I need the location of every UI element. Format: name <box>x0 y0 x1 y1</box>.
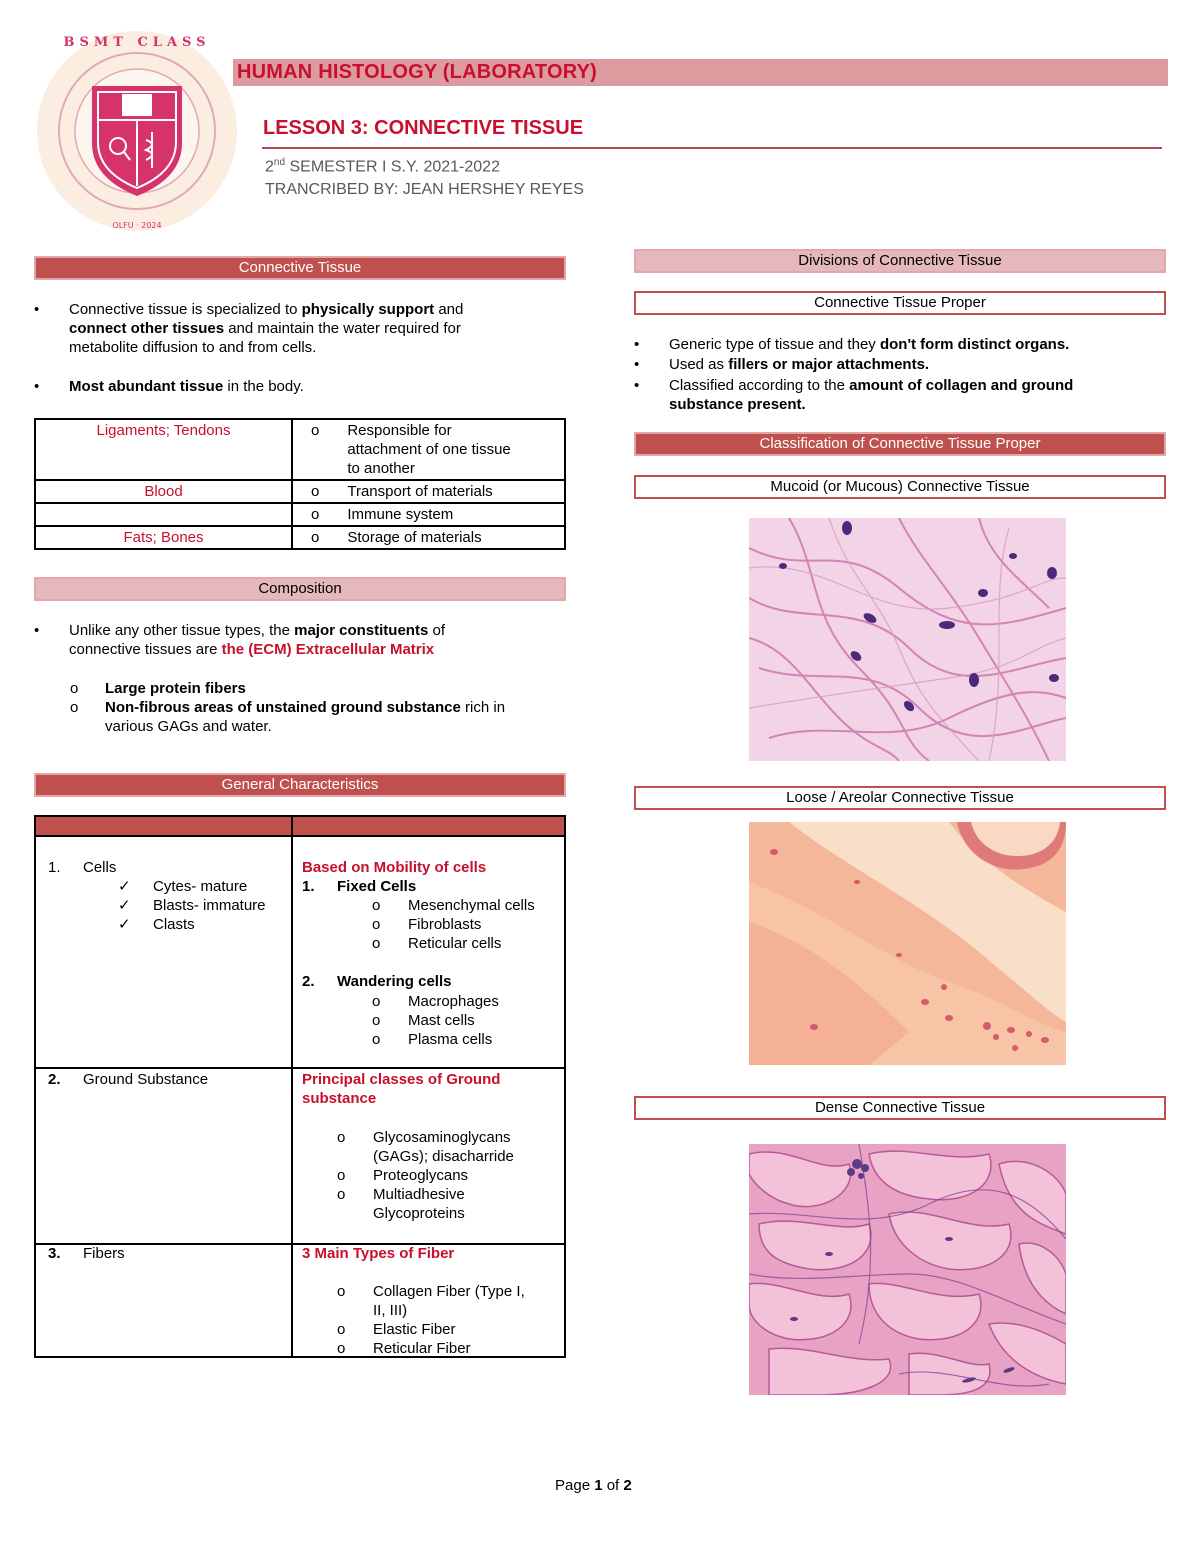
row-num: 1. <box>48 859 61 876</box>
table-cell: Fats; Bones <box>35 526 292 549</box>
section-connective-tissue: Connective Tissue <box>34 256 566 280</box>
list-item: • Used as fillers or major attachments. <box>634 356 930 373</box>
table-divider <box>291 817 293 1356</box>
table-row <box>35 503 565 526</box>
loose-tissue-micrograph <box>749 822 1066 1065</box>
group-title: substance <box>302 1090 377 1107</box>
bullet: o <box>337 1283 346 1300</box>
list-item: Reticular cells <box>408 935 502 952</box>
university-seal-logo <box>30 28 245 233</box>
dense-tissue-micrograph <box>749 1144 1066 1395</box>
list-item: Proteoglycans <box>373 1167 469 1184</box>
svg-text:OLFU · 2024: OLFU · 2024 <box>112 221 162 230</box>
list-item: Multiadhesive <box>373 1186 465 1203</box>
table-cell: o Immune system <box>292 503 565 526</box>
list-item: Clasts <box>153 916 195 933</box>
group-label: Fixed Cells <box>337 878 417 895</box>
title-divider <box>262 147 1162 149</box>
row-label: Ground Substance <box>83 1071 209 1088</box>
table-row <box>35 526 565 549</box>
semester-line: 2nd SEMESTER I S.Y. 2021-2022 <box>265 157 500 176</box>
bullet: o <box>337 1167 346 1184</box>
group-title: Principal classes of Ground <box>302 1071 501 1088</box>
row-label: Cells <box>83 859 117 876</box>
bullet: o <box>372 897 381 914</box>
list-item: • Unlike any other tissue types, the major constituents of connective tissues are the (ECM) Extracellular Matrix <box>34 622 445 658</box>
table-cell: o Transport of materials <box>292 480 565 503</box>
check-icon: ✓ <box>118 897 131 914</box>
list-item: Glycosaminoglycans <box>373 1129 511 1146</box>
list-item: (GAGs); disacharride <box>373 1148 514 1165</box>
list-item: Cytes- mature <box>153 878 248 895</box>
svg-text:BSMT CLASS: BSMT CLASS <box>63 35 211 50</box>
bullet: o <box>337 1129 346 1146</box>
list-item: • Classified according to the amount of collagen and ground substance present. <box>634 377 1074 413</box>
section-classification: Classification of Connective Tissue Proper <box>634 432 1166 456</box>
list-item: Mast cells <box>408 1012 475 1029</box>
list-item: Reticular Fiber <box>373 1340 471 1357</box>
group-title: 3 Main Types of Fiber <box>302 1245 455 1262</box>
list-item: • Connective tissue is specialized to physically support and connect other tissues and maintain the water required for metabolite diffusion to and from cells. <box>34 301 464 356</box>
bullet: o <box>337 1340 346 1357</box>
list-item: II, III) <box>373 1302 408 1319</box>
table-cell <box>35 503 292 526</box>
table-header-row <box>36 817 564 837</box>
group-title: Based on Mobility of cells <box>302 859 487 876</box>
list-item: o Non-fibrous areas of unstained ground substance rich in various GAGs and water. <box>70 699 506 735</box>
check-icon: ✓ <box>118 916 131 933</box>
characteristics-table <box>34 815 566 1358</box>
bullet: o <box>337 1186 346 1203</box>
bullet: o <box>337 1321 346 1338</box>
mucoid-tissue-micrograph <box>749 518 1066 761</box>
lesson-title: LESSON 3: CONNECTIVE TISSUE <box>263 117 584 139</box>
table-cell: o Responsible for attachment of one tissue to another <box>292 419 565 480</box>
check-icon: ✓ <box>118 878 131 895</box>
section-dense: Dense Connective Tissue <box>634 1096 1166 1120</box>
list-item: Plasma cells <box>408 1031 493 1048</box>
transcriber-line: TRANCRIBED BY: JEAN HERSHEY REYES <box>265 181 584 198</box>
row-label: Fibers <box>83 1245 125 1262</box>
list-item: • Most abundant tissue in the body. <box>34 378 304 395</box>
section-divisions: Divisions of Connective Tissue <box>634 249 1166 273</box>
group-num: 2. <box>302 973 315 990</box>
list-item: Macrophages <box>408 993 499 1010</box>
list-item: Mesenchymal cells <box>408 897 535 914</box>
section-loose-areolar: Loose / Areolar Connective Tissue <box>634 786 1166 810</box>
group-num: 1. <box>302 878 315 895</box>
list-item: Fibroblasts <box>408 916 482 933</box>
course-title: HUMAN HISTOLOGY (LABORATORY) <box>237 61 598 83</box>
section-general-characteristics: General Characteristics <box>34 773 566 797</box>
row-num: 2. <box>48 1071 61 1088</box>
list-item: Glycoproteins <box>373 1205 465 1222</box>
bullet: o <box>372 1012 381 1029</box>
list-item: Blasts- immature <box>153 897 266 914</box>
bullet: o <box>372 916 381 933</box>
bullet: o <box>372 935 381 952</box>
list-item: Collagen Fiber (Type I, <box>373 1283 525 1300</box>
table-cell: Ligaments; Tendons <box>35 419 292 480</box>
function-table <box>34 418 566 550</box>
list-item: o Large protein fibers <box>70 680 246 697</box>
list-item: • Generic type of tissue and they don't form distinct organs. <box>634 336 1070 353</box>
bullet: o <box>372 1031 381 1048</box>
table-cell: Blood <box>35 480 292 503</box>
bullet: o <box>372 993 381 1010</box>
table-divider <box>36 1067 564 1069</box>
table-row <box>35 480 565 503</box>
list-item: Elastic Fiber <box>373 1321 456 1338</box>
row-num: 3. <box>48 1245 61 1262</box>
page-number: Page 1 of 2 <box>555 1477 632 1494</box>
section-composition: Composition <box>34 577 566 601</box>
table-cell: o Storage of materials <box>292 526 565 549</box>
group-label: Wandering cells <box>337 973 452 990</box>
section-mucoid: Mucoid (or Mucous) Connective Tissue <box>634 475 1166 499</box>
table-row <box>35 419 565 480</box>
section-proper: Connective Tissue Proper <box>634 291 1166 315</box>
